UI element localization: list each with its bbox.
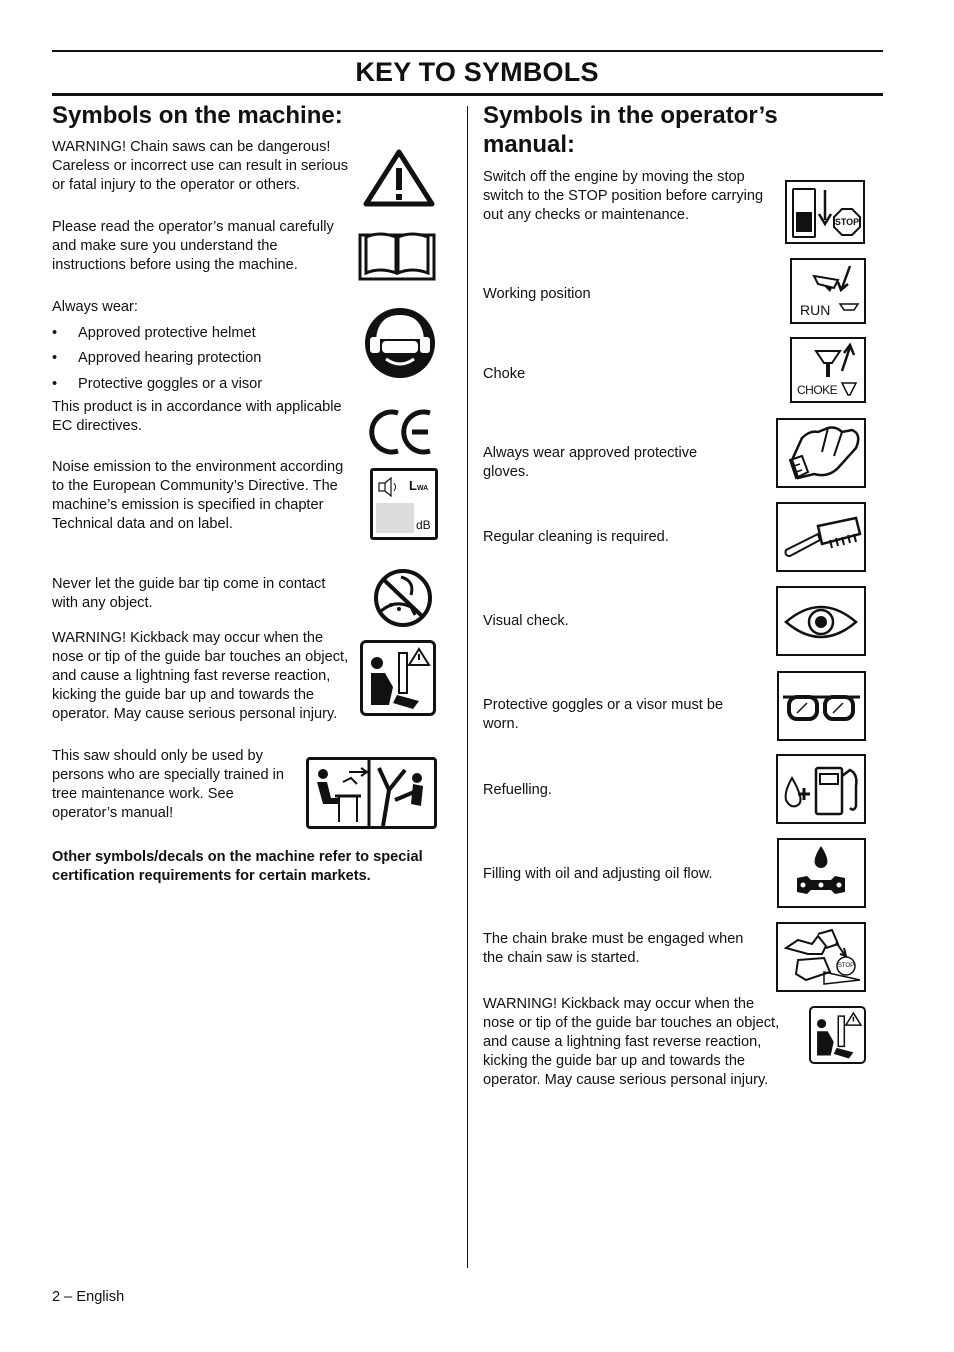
stop-switch-symbol [785, 180, 865, 244]
kickback-icon [363, 643, 433, 713]
noise-symbol-label: LWA [409, 478, 429, 493]
working-text: Working position [483, 286, 591, 302]
noise-text: Noise emission to the environment according to the European Community’s Directive. The machine’s emission is specified in chapter Technical data and on label. [52, 459, 344, 532]
fuel-pump-icon [778, 756, 864, 822]
noise-symbol [370, 468, 438, 540]
eye-icon [778, 588, 864, 654]
brake-text: The chain brake must be engaged when the chain saw is started. [483, 931, 744, 966]
wear-item: • Approved protective helmet [52, 325, 256, 341]
top-rule [52, 50, 883, 52]
guide-bar-text: Never let the guide bar tip come in contact with any object. [52, 576, 326, 611]
always-wear-label: Always wear: [52, 299, 138, 315]
protective-gear-icon [364, 307, 436, 379]
refuel-symbol [776, 754, 866, 824]
choke-symbol [790, 337, 866, 403]
page-footer: 2 – English [52, 1289, 125, 1305]
stop-label: STOP [834, 217, 860, 227]
wear-item: • Approved hearing protection [52, 350, 262, 366]
goggles-symbol [777, 671, 866, 741]
chain-brake-icon [778, 924, 864, 990]
goggles-icon [779, 673, 864, 739]
brake-symbol [776, 922, 866, 992]
oil-text: Filling with oil and adjusting oil flow. [483, 866, 713, 882]
noise-symbol-unit: dB [416, 518, 431, 532]
run-label: RUN [800, 302, 831, 318]
switch-body [792, 188, 816, 238]
kickback-text-right: WARNING! Kickback may occur when the nose or tip of the guide bar touches an object, and cause a lightning fast reverse reaction, kicking the guide bar up and towards the operator. May cause serious personal injury. [483, 996, 780, 1088]
page-title: KEY TO SYMBOLS [355, 57, 599, 87]
cleaning-symbol [776, 502, 866, 572]
noise-symbol-panel [376, 503, 414, 533]
kickback-symbol-right [809, 1006, 866, 1064]
oil-symbol [777, 838, 866, 908]
gloves-symbol [776, 418, 866, 488]
left-heading: Symbols on the machine: [52, 102, 343, 129]
right-heading: Symbols in the operator’s manual: [483, 102, 778, 158]
ec-text: This product is in accordance with applicable EC directives. [52, 399, 342, 434]
stop-text: Switch off the engine by moving the stop switch to the STOP position before carrying out any checks or maintenance. [483, 169, 764, 223]
book-icon [358, 229, 436, 281]
no-tip-contact-icon [371, 569, 435, 627]
speaker-icon [377, 475, 399, 499]
visual-symbol [776, 586, 866, 656]
wear-item: • Protective goggles or a visor [52, 376, 263, 392]
column-divider [467, 106, 468, 1268]
trained-symbol [306, 757, 437, 829]
warning-triangle-icon [362, 148, 436, 208]
choke-text: Choke [483, 366, 526, 382]
goggles-text: Protective goggles or a visor must be worn. [483, 697, 724, 732]
gloves-text: Always wear approved protective gloves. [483, 445, 698, 480]
brake-stop-label: STOP [837, 963, 855, 969]
training-icon [309, 760, 434, 826]
manual-text: Please read the operator’s manual carefully and make sure you understand the instructions before using the machine. [52, 219, 334, 273]
title-underline [52, 93, 883, 96]
oil-chain-icon [779, 840, 864, 906]
visual-text: Visual check. [483, 613, 569, 629]
cleaning-text: Regular cleaning is required. [483, 529, 669, 545]
glove-icon [778, 420, 864, 486]
kickback-text-left: WARNING! Kickback may occur when the nose or tip of the guide bar touches an object, and cause a lightning fast reverse reaction, kicking the guide bar up and towards the operator. May cause serious personal injury. [52, 630, 349, 722]
refuel-text: Refuelling. [483, 782, 552, 798]
run-symbol [790, 258, 866, 324]
switch-lever [796, 212, 812, 232]
trained-text: This saw should only be used by persons who are specially trained in tree maintenance work. See operator’s manual! [52, 748, 285, 821]
choke-label: CHOKE [797, 383, 838, 397]
other-symbols-text: Other symbols/decals on the machine refer to special certification requirements for certain markets. [52, 849, 423, 884]
ce-mark-icon [368, 407, 436, 457]
kickback-icon [811, 1008, 864, 1062]
brush-icon [778, 504, 864, 570]
kickback-symbol-left [360, 640, 436, 716]
arrow-down-icon [815, 188, 835, 228]
warning-text: WARNING! Chain saws can be dangerous! Careless or incorrect use can result in serious or fatal injury to the operator or others. [52, 139, 349, 193]
